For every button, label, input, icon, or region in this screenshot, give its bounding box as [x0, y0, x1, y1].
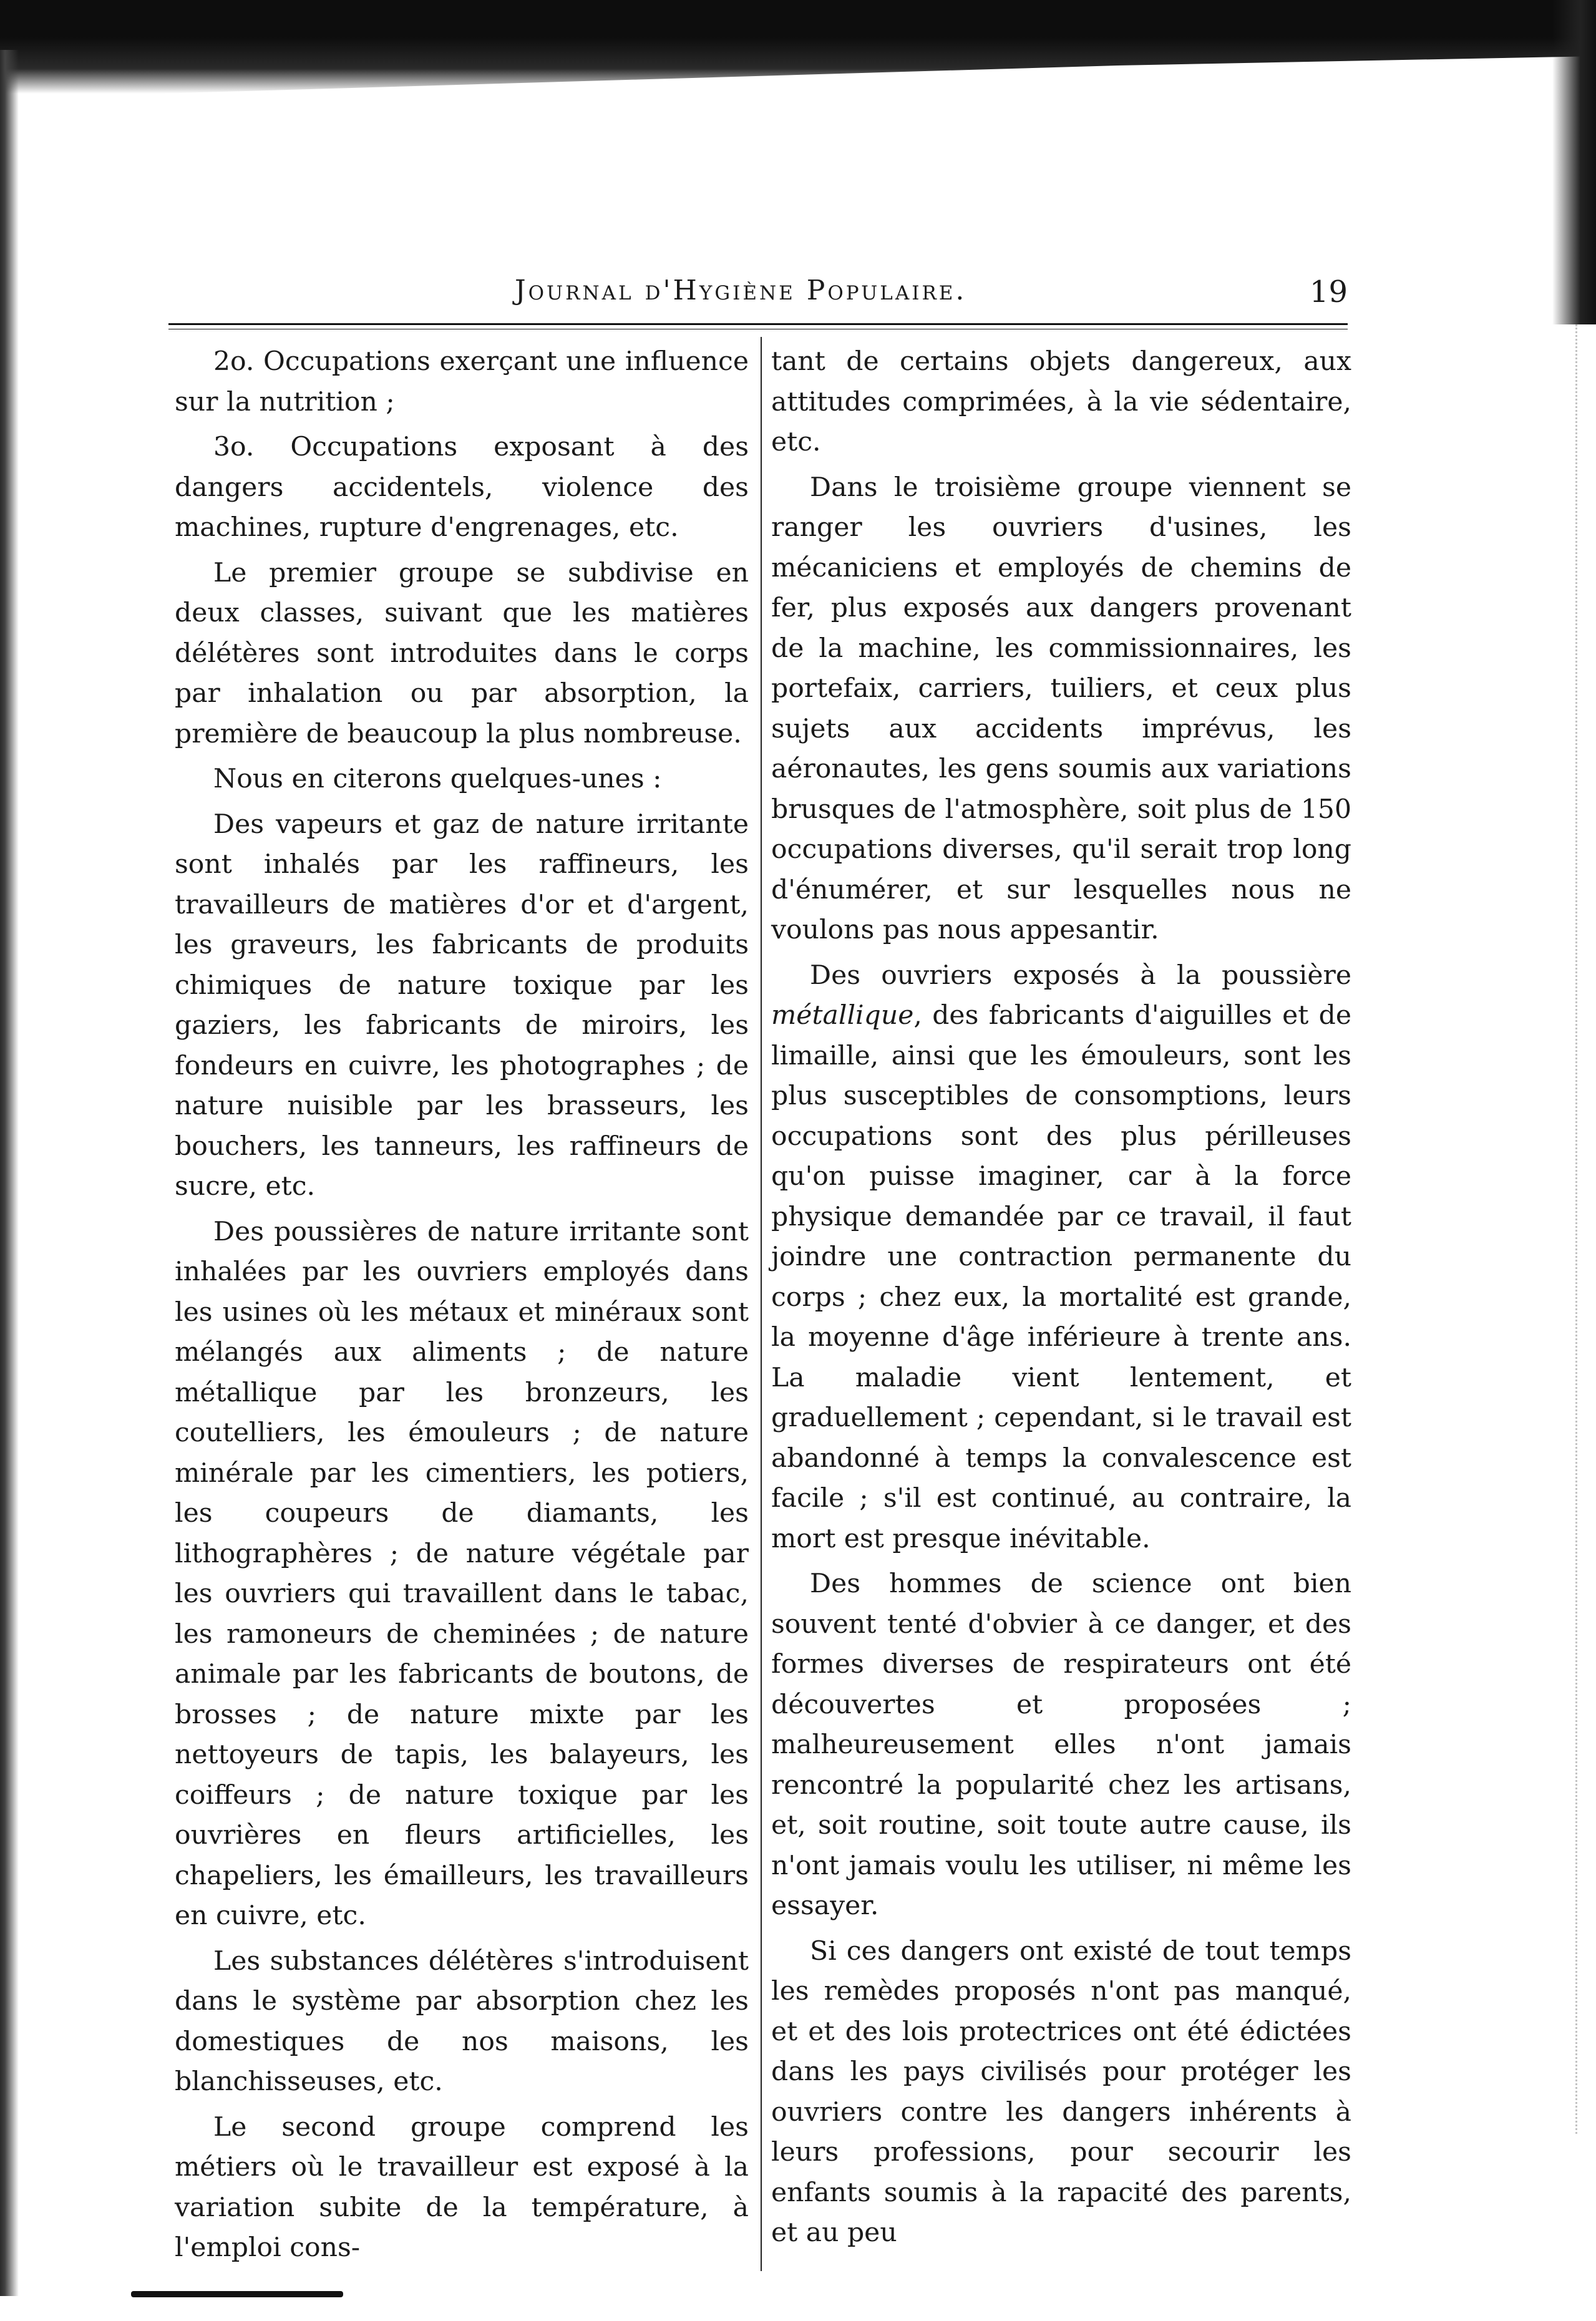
paragraph: Des poussières de nature irritante sont inhalées par les ouvriers employés dans les usines où les métaux et minéraux sont mélangés aux aliments ; de nature métallique par les bronzeurs, les coutelliers, les émouleurs ; de nature minérale par les cimentiers, les potiers, les coupeurs de diamants, les lithographères ; de nature végétale par les ouvriers qui travaillent dans le tabac, les ramoneurs de cheminées ; de nature animale par les fabricants de boutons, de brosses ; de nature mixte par les nettoyeurs de tapis, les balayeurs, les coiffeurs ; de nature toxique par les ouvrières en fleurs artificielles, les chapeliers, les émailleurs, les travailleurs en cuivre, etc.: [175, 1216, 749, 1931]
header-rule: [168, 323, 1348, 329]
right-column: [771, 342, 1351, 2251]
paragraph: tant de certains objets dangereux, aux attitudes comprimées, à la vie sédentaire, etc.: [771, 346, 1351, 457]
column-divider: [761, 337, 762, 2271]
italic-term: métallique: [771, 1000, 914, 1031]
scan-edge-left: [0, 50, 19, 2296]
page-header: [187, 275, 1348, 318]
scan-speckle: [1569, 324, 1577, 2134]
paragraph: Dans le troisième groupe viennent se ranger les ouvriers d'usines, les mécaniciens et employés de chemins de fer, plus exposés aux dangers provenant de la machine, les commissionnaires, les portefaix, carriers, tuiliers, et ceux plus sujets aux accidents imprévus, les aéronautes, les gens soumis aux variations brusques de l'atmosphère, soit plus de 150 occupations diverses, qu'il serait trop long d'énumérer, et sur lesquelles nous ne voulons pas nous appesantir.: [771, 472, 1351, 945]
paragraph: Le premier groupe se subdivise en deux classes, suivant que les matières délétères sont introduites dans le corps par inhalation ou par absorption, la première de beaucoup la plus nombreuse.: [175, 557, 749, 749]
scan-edge-top: [0, 0, 1596, 94]
paragraph-text: Des ouvriers exposés à la poussière: [810, 960, 1351, 991]
left-column: [175, 342, 749, 2263]
paragraph: Les substances délétères s'introduisent dans le système par absorption chez les domestiques de nos maisons, les blanchisseuses, etc.: [175, 1945, 749, 2097]
paragraph: 3o. Occupations exposant à des dangers accidentels, violence des machines, rupture d'engrenages, etc.: [175, 432, 749, 543]
paragraph-text: , des fabricants d'aiguilles et de limaille, ainsi que les émouleurs, sont les plus susceptibles de consomptions, leurs occupations sont des plus périlleuses qu'on puisse imaginer, car à la force physique demandée par ce travail, il faut joindre une contraction permanente du corps ; chez eux, la mortalité est grande, la moyenne d'âge inférieure à trente ans. La maladie vient lentement, et graduellement ; cependant, si le travail est abandonné à temps la convalescence est facile ; s'il est continué, au contraire, la mort est presque inévitable.: [771, 1000, 1351, 1554]
running-title: Journal d'Hygiène Populaire.: [515, 275, 967, 306]
paragraph: Si ces dangers ont existé de tout temps les remèdes proposés n'ont pas manqué, et et des lois protectrices ont été édictées dans les pays civilisés pour protéger les ouvriers contre les dangers inhérents à leurs professions, pour secourir les enfants soumis à la rapacité des parents, et au peu: [771, 1935, 1351, 2248]
paragraph: [771, 956, 1351, 1560]
page-number: 19: [1309, 275, 1348, 309]
paragraph: Des hommes de science ont bien souvent tenté d'obvier à ce danger, et des formes diverses de respirateurs ont été découvertes et proposées ; malheureusement elles n'ont jamais rencontré la popularité chez les artisans, et, soit routine, soit toute autre cause, ils n'ont jamais voulu les utiliser, ni même les essayer.: [771, 1569, 1351, 1921]
paragraph: Le second groupe comprend les métiers où le travailleur est exposé à la variation subite de la température, à l'emploi cons-: [175, 2111, 749, 2263]
paragraph: Nous en citerons quelques-unes :: [213, 764, 662, 794]
scan-edge-right: [1552, 0, 1596, 324]
paragraph: 2o. Occupations exerçant une influence sur la nutrition ;: [175, 346, 749, 417]
paragraph: Des vapeurs et gaz de nature irritante sont inhalés par les raffineurs, les travailleurs de matières d'or et d'argent, les graveurs, les fabricants de produits chimiques de nature toxique par les gaziers, les fabricants de miroirs, les fondeurs en cuivre, les photographes ; de nature nuisible par les brasseurs, les bouchers, les tanneurs, les raffineurs de sucre, etc.: [175, 809, 749, 1202]
scan-bottom-mark: [131, 2291, 343, 2297]
